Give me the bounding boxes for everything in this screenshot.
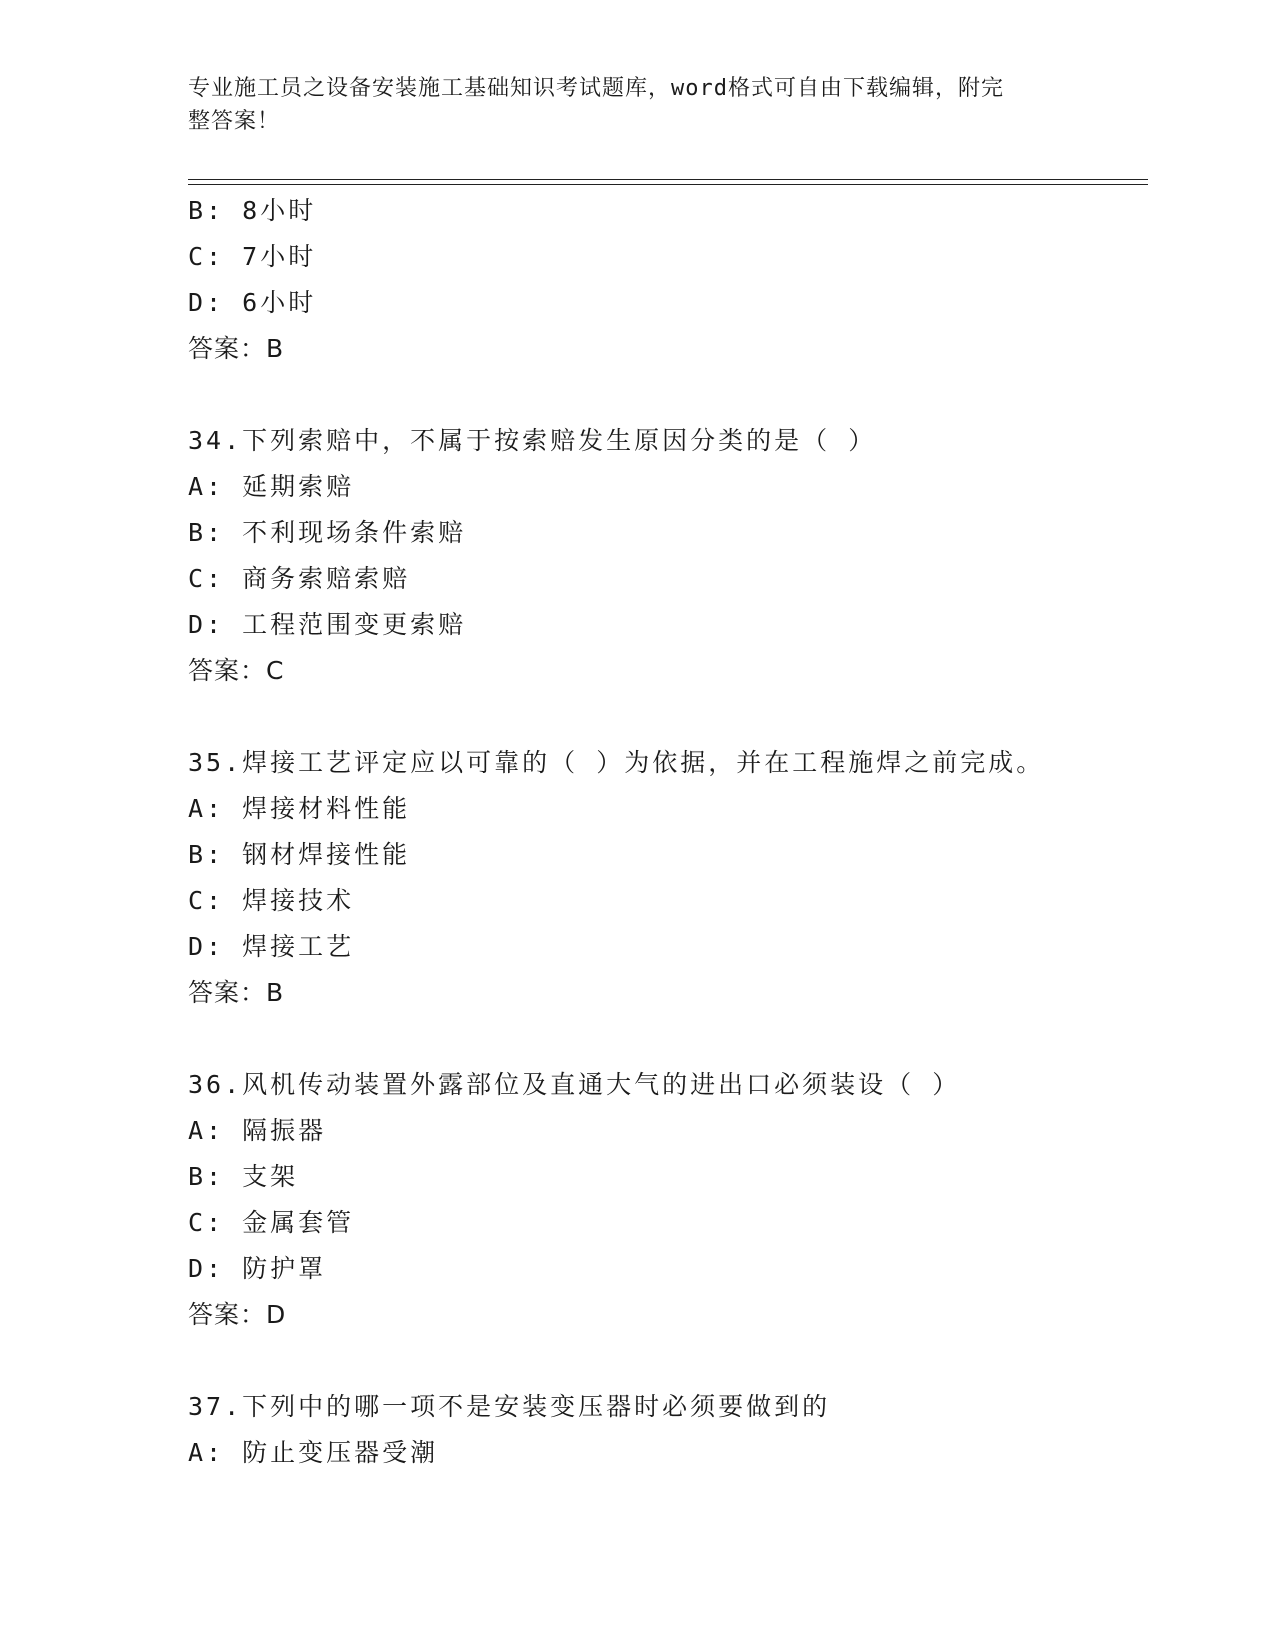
question-35 xyxy=(188,740,1148,1016)
answer-label: 答案：B xyxy=(188,334,285,363)
option-c: C: 商务索赔索赔 xyxy=(188,564,411,593)
option-a: A: 隔振器 xyxy=(188,1116,327,1145)
question-stem: 35.焊接工艺评定应以可靠的（ ）为依据，并在工程施焊之前完成。 xyxy=(188,748,1045,777)
option-a: A: 防止变压器受潮 xyxy=(188,1438,439,1467)
question-stem: 36.风机传动装置外露部位及直通大气的进出口必须装设（ ） xyxy=(188,1070,961,1099)
spacer xyxy=(188,1016,1148,1062)
option-c: C: 7小时 xyxy=(188,242,317,271)
spacer xyxy=(188,1338,1148,1384)
option-c: C: 焊接技术 xyxy=(188,886,355,915)
spacer xyxy=(188,694,1148,740)
question-33-partial xyxy=(188,188,1148,372)
answer-label: 答案：B xyxy=(188,978,285,1007)
header-divider-bottom xyxy=(188,184,1148,185)
question-36 xyxy=(188,1062,1148,1338)
option-c: C: 金属套管 xyxy=(188,1208,355,1237)
option-b: B: 不利现场条件索赔 xyxy=(188,518,467,547)
option-d: D: 6小时 xyxy=(188,288,317,317)
option-b: B: 钢材焊接性能 xyxy=(188,840,411,869)
header-line-2: 整答案！ xyxy=(188,109,281,134)
option-b: B: 8小时 xyxy=(188,196,317,225)
header-divider-top xyxy=(188,179,1148,180)
document-header xyxy=(188,72,1068,138)
option-a: A: 延期索赔 xyxy=(188,472,355,501)
spacer xyxy=(188,372,1148,418)
question-37 xyxy=(188,1384,1148,1476)
question-list xyxy=(188,188,1148,1476)
question-stem: 37.下列中的哪一项不是安装变压器时必须要做到的 xyxy=(188,1392,831,1421)
option-b: B: 支架 xyxy=(188,1162,299,1191)
header-line-1: 专业施工员之设备安装施工基础知识考试题库，word格式可自由下载编辑，附完 xyxy=(188,76,1004,101)
answer-label: 答案：C xyxy=(188,656,285,685)
question-34 xyxy=(188,418,1148,694)
option-a: A: 焊接材料性能 xyxy=(188,794,411,823)
option-d: D: 工程范围变更索赔 xyxy=(188,610,467,639)
option-d: D: 防护罩 xyxy=(188,1254,327,1283)
answer-label: 答案：D xyxy=(188,1300,287,1329)
option-d: D: 焊接工艺 xyxy=(188,932,355,961)
question-stem: 34.下列索赔中，不属于按索赔发生原因分类的是（ ） xyxy=(188,426,877,455)
